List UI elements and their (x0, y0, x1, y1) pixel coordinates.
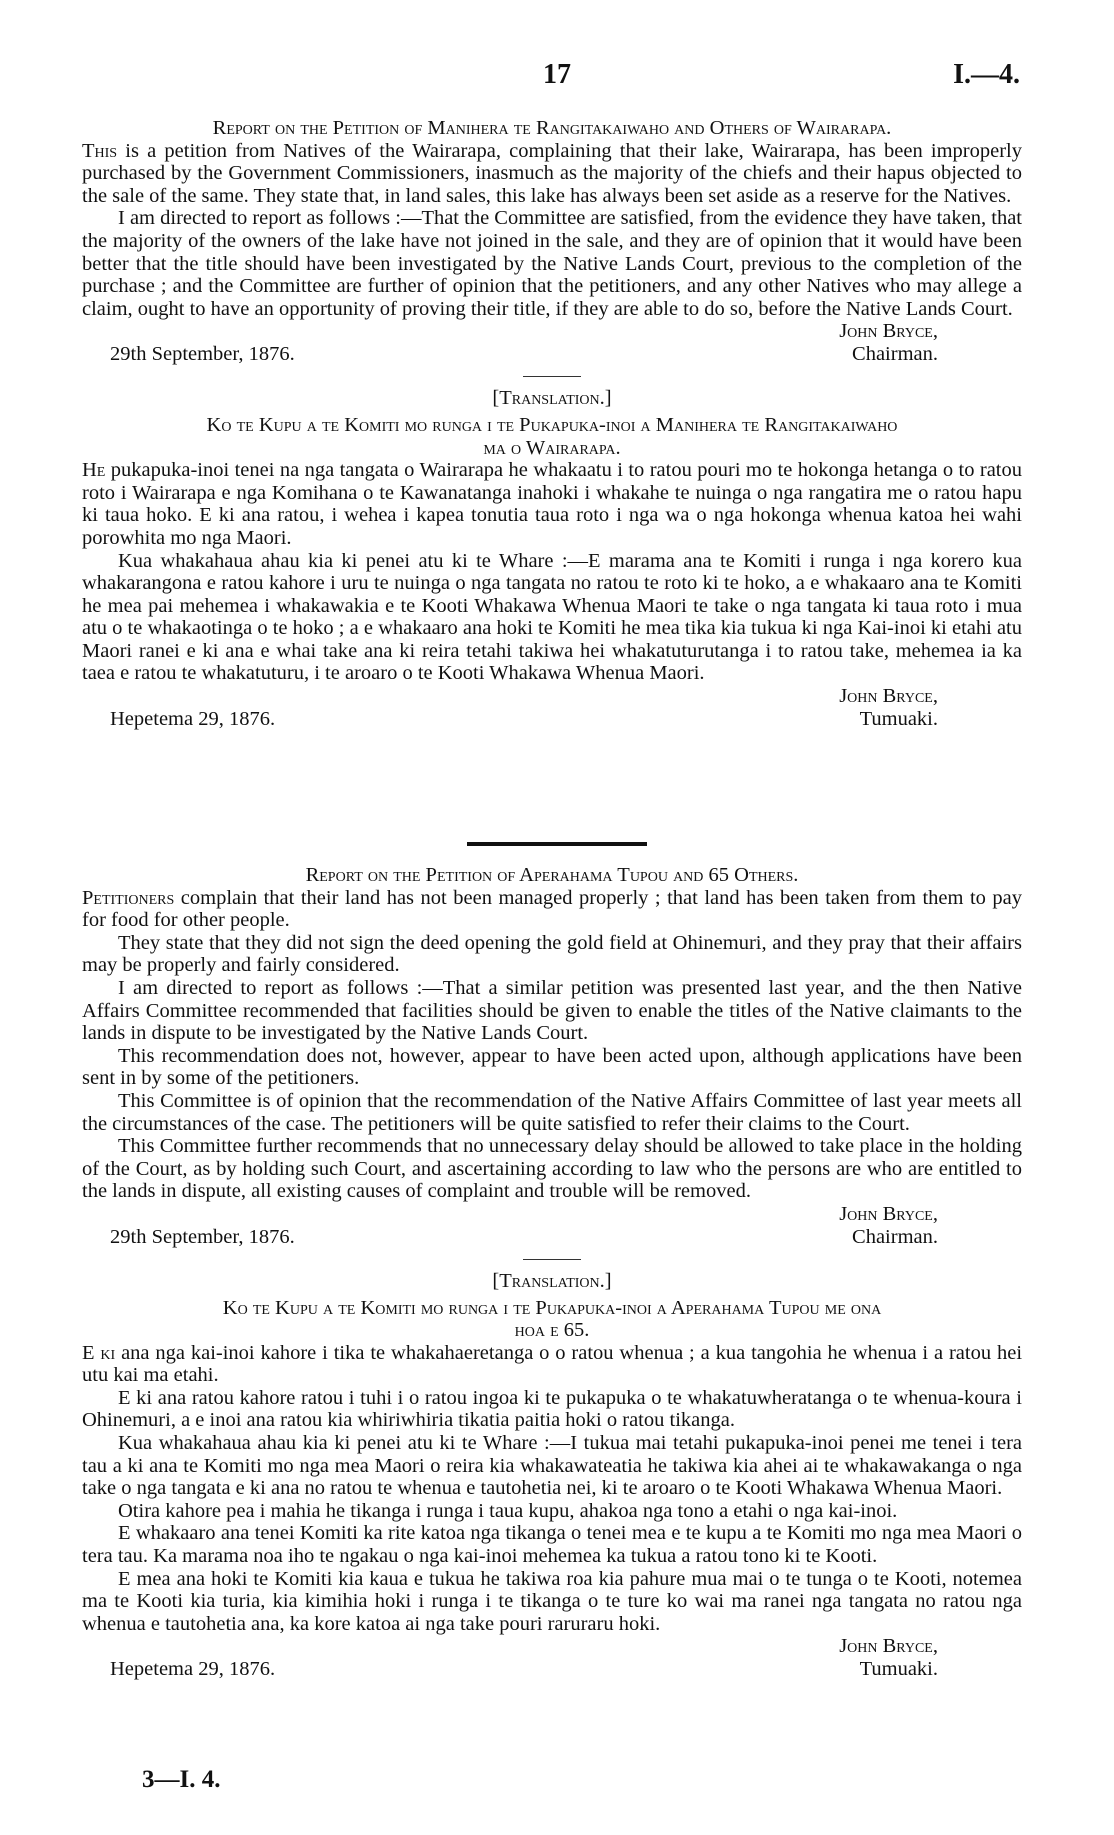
report-paragraph: This Committee further recommends that no unnecessary delay should be allowed to take place in the holding of the Court, as by holding such Court, and ascertaining according to law who the persons are who are entitled to the lands in dispute, all existing causes of complaint and trouble will be removed. (82, 1135, 1022, 1203)
signature-mark: 3—I. 4. (142, 1766, 221, 1793)
report-aperahama (82, 864, 1022, 1681)
signatory-name: John Bryce, (839, 320, 938, 343)
translation-paragraph: Kua whakahaua ahau kia ki penei atu ki te Whare :—E marama ana te Komiti i runga i nga korero kua whakarangona e ratou kahore i uru te nuinga o nga tangata no ratou te roto ki te hoko, a e whakaaro ana te Komiti he mea pai mehemea i whakawakia e te Kooti Whakawa Whenua Maori te take o nga tangata ki taua roto i mua atu o te whakaotinga o te hoko ; a e whakaaro ana hoki te Komiti he mea tika kia tukua ki nga Kai-inoi ki etahi atu Maori ranei e ki ana e whai take ana ki reira tetahi takiwa hei whakatuturutanga i to ratou take, mehemea ia ka taea e ratou te whakatuturu, i te aroaro o te Kooti Whakawa Whenua Maori. (82, 549, 1022, 685)
translation-label: [Translation.] (492, 1269, 612, 1292)
signatory-name: John Bryce, (839, 1635, 938, 1658)
report-paragraph: I am directed to report as follows :—That the Committee are satisfied, from the evidence they have taken, that the majority of the owners of the lake have not joined in the sale, and they are of opinion that it would have been better that the title should have been investigated by the Native Lands Court, previous to the completion of the purchase ; and the Committee are further of opinion that the petitioners, and any other Natives who may allege a claim, ought to have an opportunity of proving their title, if they are able to do so, before the Native Lands Court. (82, 207, 1022, 320)
translation-title: Ko te Kupu a te Komiti mo runga i te Pukapuka-inoi a Aperahama Tupou me ona (222, 1296, 882, 1319)
signature-block (82, 1203, 1022, 1249)
report-paragraph: This is a petition from Natives of the Wairarapa, complaining that their lake, Wairarapa, has been improperly purchased by the Government Commissioners, inasmuch as the majority of the chiefs and their hapus objected to the sale of the same. They state that, in land sales, this lake has always been set aside as a reserve for the Natives. (82, 139, 1022, 207)
section-divider (523, 376, 581, 377)
report-title: Report on the Petition of Manihera te Rangitakaiwaho and Others of Wairarapa. (212, 117, 892, 139)
report-date: 29th September, 1876. (110, 1225, 295, 1248)
report-paragraph: This Committee is of opinion that the recommendation of the Native Affairs Committee of last year meets all the circumstances of the case. The petitioners will be quite satisfied to refer their claims to the Court. (82, 1089, 1022, 1135)
translation-paragraph: E ki ana ratou kahore ratou i tuhi i o ratou ingoa ki te pukapuka o te whakatuwheratanga o te whenua-koura i Ohinemuri, a e inoi ana ratou kia whiriwhiria tikatia paitia hoki o ratou tikanga. (82, 1386, 1022, 1432)
translation-title: Ko te Kupu a te Komiti mo runga i te Pukapuka-inoi a Manihera te Rangitakaiwaho (206, 413, 898, 436)
translation-title-line2: hoa e 65. (514, 1319, 590, 1342)
signature-block (82, 1635, 1022, 1681)
report-date: 29th September, 1876. (110, 343, 295, 366)
translation-paragraph: He pukapuka-inoi tenei na nga tangata o Wairarapa he whakaatu i to ratou pouri mo te hokonga hetanga o to ratou roto i Wairarapa e nga Komihana o te Kawanatanga inahoki i whakahe te nuinga o nga rangatira me o ratou hapu ki taua hoko. E ki ana ratou, i wehea i kapea tonutia taua roto i nga wa o nga hokonga whenua katoa hei wahi porowhita mo nga Maori. (82, 459, 1022, 549)
translation-title-line2: ma o Wairarapa. (483, 436, 621, 459)
report-paragraph: They state that they did not sign the deed opening the gold field at Ohinemuri, and they pray that their affairs may be properly and fairly considered. (82, 931, 1022, 977)
major-divider (467, 842, 647, 846)
report-date: Hepetema 29, 1876. (110, 1658, 276, 1681)
lead-words: This (82, 139, 118, 162)
report-manihera (82, 117, 1022, 731)
translation-paragraph: E ki ana nga kai-inoi kahore i tika te whakahaeretanga o o ratou whenua ; a kua tangohia he whenua i a ratou hei utu kai ma etahi. (82, 1341, 1023, 1387)
page-number: 17 (543, 59, 571, 90)
signature-block (82, 685, 1022, 731)
translation-paragraph: E whakaaro ana tenei Komiti ka rite katoa nga tikanga o tenei mea e te kupu a te Komiti mo nga mea Maori o tera tau. Ka marama noa iho te ngakau o nga kai-inoi mehemea ka tukua a ratou tono ki te Kooti. (82, 1522, 1022, 1568)
signatory-role: Chairman. (852, 343, 938, 366)
report-title: Report on the Petition of Aperahama Tupou and 65 Others. (305, 864, 799, 886)
report-date: Hepetema 29, 1876. (110, 708, 276, 731)
lead-words: He (82, 459, 106, 482)
report-paragraph: I am directed to report as follows :—That a similar petition was presented last year, and the then Native Affairs Committee recommended that facilities should be given to enable the titles of the Native claimants to the lands in dispute to be investigated by the Native Lands Court. (82, 976, 1022, 1045)
paper-reference: I.—4. (953, 59, 1020, 90)
signatory-role: Tumuaki. (859, 708, 938, 731)
translation-label: [Translation.] (492, 387, 612, 410)
translation-paragraph: E mea ana hoki te Komiti kia kaua e tukua he takiwa roa kia pahure mua mai o te tunga o te Kooti, notemea ma te Kooti kia turia, kia kimihia hoki i runga i te tikanga o te ture ko wai ma ranei nga tangata no ratou nga whenua e tautohetia ana, ka kore katoa ai nga take pouri raruraru hoki. (82, 1567, 1022, 1635)
signatory-name: John Bryce, (839, 685, 938, 708)
signatory-name: John Bryce, (839, 1202, 938, 1225)
signatory-role: Chairman. (852, 1225, 938, 1248)
signature-block (82, 320, 1022, 366)
section-divider (523, 1259, 581, 1260)
report-paragraph: Petitioners complain that their land has not been managed properly ; that land has been taken from them to pay for food for other people. (82, 886, 1022, 932)
major-divider-wrap (0, 842, 1114, 846)
translation-paragraph: Otira kahore pea i mahia he tikanga i runga i taua kupu, ahakoa nga tono a etahi o nga kai-inoi. (118, 1499, 898, 1522)
report-paragraph: This recommendation does not, however, appear to have been acted upon, although applications have been sent in by some of the petitioners. (82, 1044, 1022, 1090)
lead-words: Petitioners (82, 886, 175, 909)
lead-words: E ki (82, 1341, 116, 1364)
signatory-role: Tumuaki. (859, 1658, 938, 1681)
translation-paragraph: Kua whakahaua ahau kia ki penei atu ki te Whare :—I tukua mai tetahi pukapuka-inoi penei me tenei i tera tau a ki ana te Komiti mo nga mea Maori o reira kia whakawateatia he takiwa kia ahei ai te whakawakanga o nga take o nga tangata e ki ana no ratou te whenua e tautohetia nei, ki te aroaro o te Kooti Whakawa Whenua Maori. (82, 1432, 1022, 1500)
